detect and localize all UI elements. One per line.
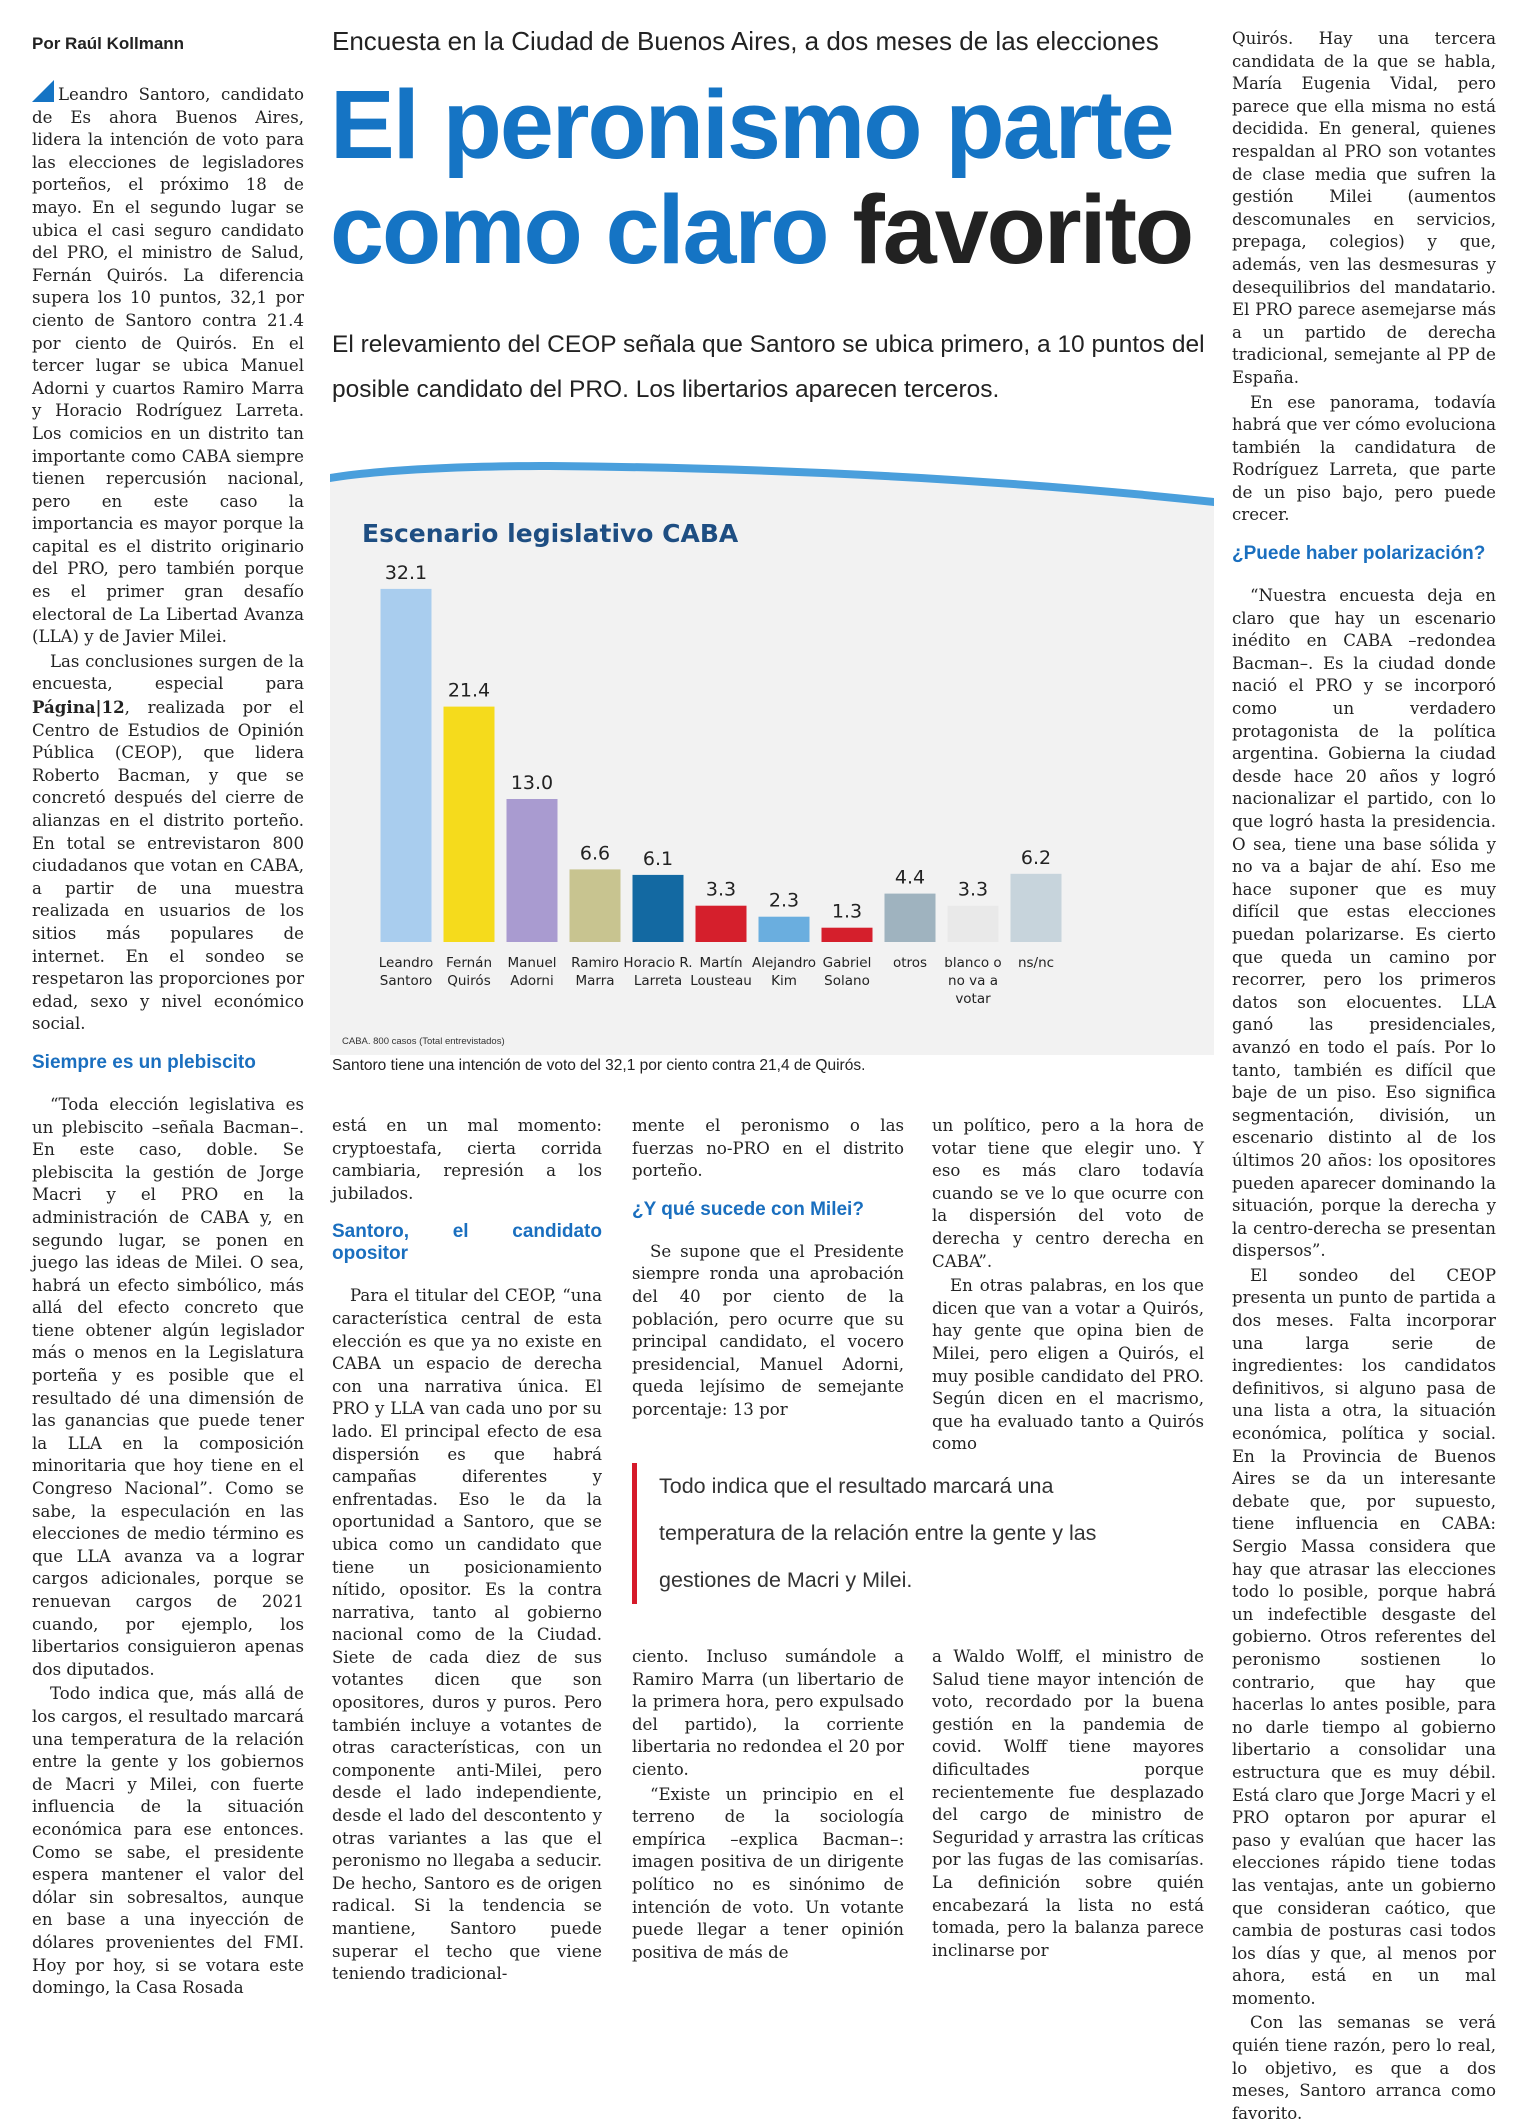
chart-svg (330, 440, 1214, 1055)
category-label-line: Gabriel (822, 955, 872, 971)
column-2 (332, 1115, 602, 1988)
category-label-line: Solano (824, 973, 870, 989)
category-label (507, 955, 556, 989)
category-label (690, 955, 752, 989)
category-label-line: Adorni (510, 973, 554, 989)
headline (330, 72, 1192, 282)
ceop-logo: CEOP (1097, 444, 1183, 474)
bar-value-label: 13.0 (510, 772, 554, 794)
paragraph: un político, pero a la hora de votar tiene que elegir uno. Y eso es más claro todavía cuando se ve lo que ocurre con la dispersión del voto de derecha y centro derecha en CABA”. (932, 1116, 1204, 1271)
headline-line-1: El peronismo parte (330, 70, 1173, 179)
pagina12-brand: Página|12 (32, 697, 125, 718)
category-label (1018, 955, 1054, 971)
bar-9 (948, 906, 999, 942)
subhead-polarizacion: ¿Puede haber polarización? (1232, 543, 1486, 565)
paragraph: Todo indica que, más allá de los cargos, el resultado marcará una temperatura de la relación entre la gente y los gobiernos de Macri y Milei, con fuerte influencia de la situación económica para ese entonces. Como se sabe, el presidente espera mantener el valor del dólar sin sobresaltos, aunque en base a una inyección de dólares provenientes del FMI. Hoy por hoy, si se votara este domingo, la Casa Rosada (32, 1684, 304, 1998)
bar-8 (885, 894, 936, 942)
text-span: Las conclusiones surgen de la encuesta, especial para (32, 651, 304, 694)
bar-value-label: 6.6 (579, 842, 611, 865)
ceop-logo-sub: LATAM (1126, 480, 1175, 490)
subhead-milei: ¿Y qué sucede con Milei? (632, 1198, 864, 1220)
bar-3 (570, 869, 621, 942)
category-label-line: Quirós (447, 973, 491, 989)
bar-value-label: 3.3 (705, 878, 737, 901)
paragraph: El sondeo del CEOP presenta un punto de partida a dos meses. Falta incorporar una larga serie de ingredientes: los candidatos definitivos, si alguno pasa de una lista a otra, la situación económica, política y social. En la Provincia de Buenos Aires se da un interesante debate que, por supuesto, tiene influencia en CABA: Sergio Massa considera que hay que atrasar las elecciones todo lo posible, porque habrá un indefectible desgaste del gobierno. Otros referentes del peronismo sostienen lo contrario, que hay que hacerlas lo antes posible, para no darle tiempo al gobierno libertario a consolidar una estructura que es muy débil. Está claro que Jorge Macri y el PRO optaron por apurar el paso y evalúan que hacer las elecciones rápido tiene todas las ventajas, ante un gobierno que consideran caótico, que cambia de posturas casi todos los días y que, al menos por ahora, está en un mal momento. (1232, 1265, 1496, 2008)
category-label (571, 955, 619, 989)
bar-7 (822, 928, 873, 942)
category-label-line: votar (955, 991, 991, 1007)
category-label-line: no va a (948, 973, 998, 989)
bar-2 (507, 799, 558, 942)
category-label-line: Fernán (445, 955, 493, 971)
subhead-plebiscito: Siempre es un plebiscito (32, 1051, 256, 1073)
bar-value-label: 6.1 (642, 847, 674, 870)
column-3-bottom (632, 1646, 904, 1966)
bar-value-label: 1.3 (831, 900, 863, 923)
category-label-line: Marra (575, 973, 615, 989)
category-label (823, 955, 872, 989)
category-label-line: ns/nc (1017, 955, 1055, 971)
bar-4 (633, 875, 684, 942)
category-label (379, 955, 434, 989)
paragraph: Se supone que el Presidente siempre ronda una aprobación del 40 por ciento de la población, pero ocurre que su principal candidato, el vocero presidencial, Manuel Adorni, queda lejísimo de semejante porcentaje: 13 por (632, 1241, 904, 1419)
column-4-top (932, 1115, 1204, 1458)
category-label-line: blanco o (944, 955, 1002, 971)
paragraph: En ese panorama, todavía habrá que ver cómo evoluciona también la candidatura de Rodríguez Larreta, que parte de un piso bajo, pero puede crecer. (1232, 392, 1496, 525)
bar-value-label: 3.3 (957, 878, 989, 901)
category-label (893, 955, 927, 971)
text-span: , realizada por el Centro de Estudios de Opinión Pública (CEOP), que lidera Roberto Bacman, y que se concretó después del cierre de alianzas en el distrito porteño. En total se entrevistaron 800 ciudadanos que votan en CABA, a partir de una muestra realizada en usuarios de los sitios más populares de internet. En el sondeo se respetaron las proporciones por edad, sexo y nivel económico social. (32, 698, 304, 1034)
chart-caption: Santoro tiene una intención de voto del 32,1 por ciento contra 21,4 de Quirós. (332, 1057, 866, 1074)
lead-text: Leandro Santoro, candidato de Es ahora Buenos Aires, lidera la intención de voto para las elecciones de legisladores porteños, el próximo 18 de mayo. En el segundo lugar se ubica el casi seguro candidato del PRO, el ministro de Salud, Fernán Quirós. La diferencia supera los 10 puntos, 32,1 por ciento de Santoro contra 21.4 por ciento de Quirós. En el tercer lugar se ubica Manuel Adorni y cuartos Ramiro Marra y Horacio Rodríguez Larreta. Los comicios en un distrito tan importante como CABA siempre tienen repercusión nacional, pero en este caso la importancia es mayor porque la capital es el distrito originario del PRO, pero también porque es el primer gran desafío electoral de La Libertad Avanza (LLA) y de Javier Milei. (32, 85, 304, 647)
bar-10 (1011, 874, 1062, 942)
headline-line-2 (330, 177, 1192, 282)
paragraph (32, 651, 304, 1036)
paragraph: “Existe un principio en el terreno de la sociología empírica –explica Bacman–: imagen positiva de un dirigente político no es sinónimo de intención de voto. Un votante puede llegar a tener opinión positiva de más de (632, 1784, 904, 1962)
paragraph: mente el peronismo o las fuerzas no-PRO en el distrito porteño. (632, 1116, 904, 1181)
paragraph: a Waldo Wolff, el ministro de Salud tiene mayor intención de voto, recordado por la buena gestión en la pandemia de covid. Wolff tiene mayores dificultades porque recientemente fue desplazado del cargo de ministro de Seguridad y arrastra las críticas por las fugas de las comisarías. La definición sobre quién encabezará la lista no está tomada, pero la balanza parece inclinarse por (932, 1647, 1204, 1960)
category-label-line: Horacio R. (623, 955, 693, 971)
category-label (623, 955, 692, 989)
column-3-top (632, 1115, 904, 1424)
paragraph: Quirós. Hay una tercera candidata de la que se habla, María Eugenia Vidal, pero parece que ella misma no está decidida. En general, quienes respaldan al PRO son votantes de clase media que sufren la gestión Milei (aumentos descomunales en servicios, prepaga, colegios) y que, además, ven las desmesuras y desequilibrios del mandatario. El PRO parece asemejarse más a un partido de derecha tradicional, semejante al PP de España. (1232, 29, 1496, 387)
category-label-line: Alejandro (752, 955, 816, 971)
chart-footnote: CABA. 800 casos (Total entrevistados) (342, 1036, 505, 1047)
paragraph: En otras palabras, en los que dicen que van a votar a Quirós, hay gente que opina bien de Milei, pero eligen a Quirós, el muy posible candidato del PRO. Según dicen en el macrismo, que ha evaluado tanto a Quirós como (932, 1276, 1204, 1454)
category-label-line: Leandro (378, 955, 434, 971)
chart-title: Escenario legislativo CABA (362, 519, 739, 548)
bar-value-label: 4.4 (894, 866, 926, 889)
paragraph: “Toda elección legislativa es un plebiscito –señala Bacman–. En este caso, doble. Se plebiscita la gestión de Jorge Macri y el PRO en la administración de CABA y, en segundo lugar, se ponen en juego las ideas de Milei. O sea, habrá un efecto simbólico, más allá del efecto concreto que tiene obtener algún legislador más o menos en la Legislatura porteña y es posible que el resultado dé una dimensión de las ganancias que puede tener la LLA en la composición minoritaria que hoy tiene en el Congreso Nacional”. Como se sabe, la especulación en las elecciones de medio término es que LLA avanza va a lograr cargos adicionales, porque se renuevan cargos de 2021 cuando, por ejemplo, los libertarios consiguieron apenas dos diputados. (32, 1094, 304, 1679)
paragraph: ciento. Incluso sumándole a Ramiro Marra (un libertario de la primera hora, pero expulsado del partido), la corriente libertaria no redondea el 20 por ciento. (632, 1647, 904, 1779)
bar-value-label: 6.2 (1020, 846, 1052, 869)
paragraph: Para el titular del CEOP, “una característica central de esta elección es que ya no existe en CABA un espacio de derecha con una narrativa única. El PRO y LLA van cada uno por su lado. El principal efecto de esa dispersión es que habrá campañas diferentes y enfrentadas. Eso le da la oportunidad a Santoro, que se ubica como un candidato que tiene un posicionamiento nítido, opositor. Es la contra narrativa, tanto al gobierno nacional como de la Ciudad. Siete de cada diez de sus votantes dicen que son opositores, duros y puros. Pero también incluye a votantes de otras características, con un componente anti-Milei, pero desde el lado independiente, desde el lado del descontento y otras variantes a las que el peronismo no llegaba a seducir. De hecho, Santoro es de origen radical. Si la tendencia se mantiene, Santoro puede superar el techo que viene teniendo tradicional- (332, 1286, 602, 1984)
bar-value-label: 32.1 (384, 561, 428, 584)
headline-blue: como claro (330, 175, 853, 284)
column-4-bottom (932, 1646, 1204, 1964)
pull-quote: Todo indica que el resultado marcará una temperatura de la relación entre la gente y las gestiones de Macri y Milei. (632, 1463, 1129, 1604)
kicker: Encuesta en la Ciudad de Buenos Aires, a dos meses de las elecciones (332, 26, 1159, 56)
category-label-line: Kim (771, 973, 797, 989)
deck: El relevamiento del CEOP señala que Santoro se ubica primero, a 10 puntos del posible candidato del PRO. Los libertarios aparecen terceros. (332, 331, 1205, 403)
paragraph: “Nuestra encuesta deja en claro que hay un escenario inédito en CABA –redondea Bacman–. Es la ciudad donde nació el PRO y se incorporó como un verdadero protagonista de la política argentina. Gobierna la ciudad desde hace 20 años y logró nacionalizar el partido, con lo que logró hasta la presidencia. O sea, tiene una base sólida y no va a bajar de ahí. Eso me hace suponer que es muy difícil que estas elecciones puedan polarizarse. Es cierto que queda un camino por recorrer, pero los primeros datos son elocuentes. LLA ganó las presidenciales, avanzó en todo el país. Por lo tanto, también es difícil que baje de un piso. Eso significa segmentación, división, un escenario distinto al de los últimos 20 años: los opositores pueden aparecer dominando la situación, porque la derecha y la centro-derecha se presentan dispersos”. (1232, 586, 1496, 1261)
lead-paragraph (32, 80, 304, 649)
bar-6 (759, 917, 810, 942)
category-label-line: Larreta (633, 973, 683, 989)
bar-chart (330, 440, 1214, 1055)
category-label (446, 955, 492, 989)
bar-value-label: 2.3 (768, 889, 800, 912)
bar-5 (696, 906, 747, 942)
bar-value-label: 21.4 (447, 679, 491, 702)
bar-1 (444, 707, 495, 942)
subhead-santoro: Santoro, el candidato opositor (332, 1221, 602, 1265)
column-1 (32, 80, 304, 2002)
column-5 (1232, 28, 1496, 2127)
category-label-line: Manuel (507, 955, 557, 971)
category-label-line: Santoro (379, 973, 433, 989)
triangle-marker-icon (32, 80, 54, 102)
paragraph: Con las semanas se verá quién tiene razón, pero lo real, lo objetivo, es que a dos meses, Santoro arranca como favorito. (1232, 2013, 1496, 2123)
category-label (944, 955, 1001, 1007)
category-label (752, 955, 816, 989)
bars-group (379, 562, 1062, 1007)
headline-dark: favorito (852, 175, 1193, 284)
paragraph: está en un mal momento: cryptoestafa, cierta corrida cambiaria, represión a los jubilados. (332, 1116, 602, 1203)
category-label-line: Lousteau (690, 973, 752, 989)
category-label-line: Ramiro (571, 955, 619, 971)
bar-0 (381, 589, 432, 942)
category-label-line: otros (892, 955, 928, 971)
category-label-line: Martín (699, 955, 743, 971)
byline: Por Raúl Kollmann (32, 34, 185, 53)
